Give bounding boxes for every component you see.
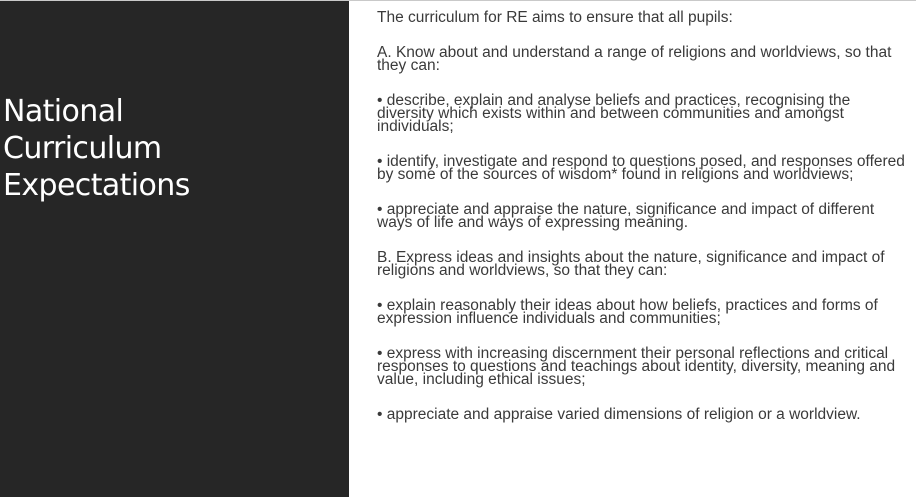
content-panel: [377, 11, 905, 443]
title-panel: [0, 1, 349, 497]
bullet-appreciate-dimensions: • appreciate and appraise varied dimensions of religion or a worldview.: [377, 406, 861, 423]
slide-title: National Curriculum Expectations: [3, 94, 190, 203]
bullet-appreciate-ways-of-life: • appreciate and appraise the nature, significance and impact of different ways of life and ways of expressing meaning.: [377, 201, 875, 231]
intro-paragraph: The curriculum for RE aims to ensure that all pupils:: [377, 9, 733, 26]
bullet-explain: • explain reasonably their ideas about how beliefs, practices and forms of expression influence individuals and communities;: [377, 297, 878, 327]
aim-b-paragraph: B. Express ideas and insights about the nature, significance and impact of religions and worldviews, so that they can:: [377, 249, 885, 279]
bullet-express: • express with increasing discernment their personal reflections and critical responses to questions and teachings about identity, diversity, meaning and value, including ethical issues;: [377, 345, 896, 388]
aim-a-paragraph: A. Know about and understand a range of religions and worldviews, so that they can:: [377, 44, 892, 74]
bullet-describe: • describe, explain and analyse beliefs and practices, recognising the diversity which exists within and between communities and amongst individuals;: [377, 92, 851, 135]
bullet-identify: • identify, investigate and respond to questions posed, and responses offered by some of the sources of wisdom* found in religions and worldviews;: [377, 153, 905, 183]
